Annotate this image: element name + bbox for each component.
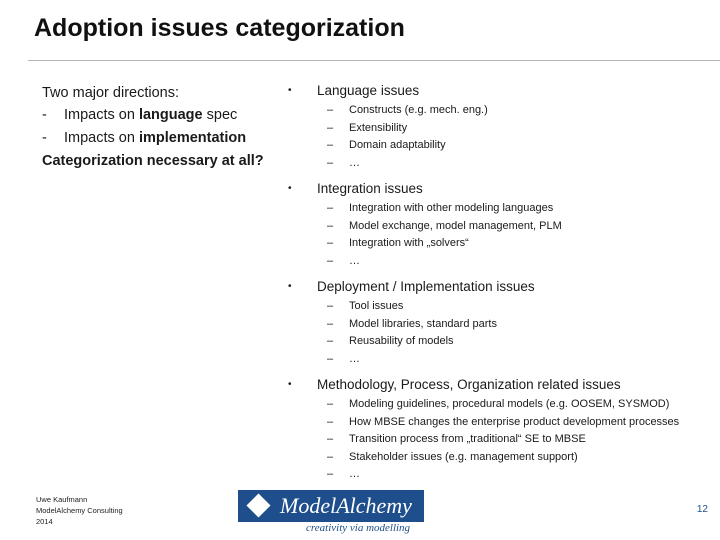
list-item: [285, 449, 705, 467]
bullet-icon: •: [288, 183, 292, 194]
category-label: Language issues: [317, 83, 420, 98]
logo-wordmark: ModelAlchemy: [280, 493, 412, 518]
dash-icon: –: [327, 468, 334, 480]
category-label: Integration issues: [317, 181, 423, 196]
list-item-text: Model exchange, model management, PLM: [349, 219, 562, 232]
direction-prefix: Impacts on: [64, 130, 139, 146]
intro-text: Two major directions:: [42, 85, 179, 101]
list-item: [285, 466, 705, 484]
category-label: Methodology, Process, Organization related issues: [317, 377, 621, 392]
category-heading: [285, 178, 705, 200]
direction-keyword: implementation: [138, 130, 247, 146]
list-item-text: …: [349, 254, 360, 267]
direction-item: [42, 104, 282, 127]
question-text: Categorization necessary at all?: [42, 153, 264, 169]
category-heading: [285, 276, 705, 298]
direction-item: [42, 127, 282, 150]
footer-year: 2014: [36, 517, 53, 526]
list-item: [285, 155, 705, 173]
bullet-icon: •: [288, 281, 292, 292]
dash-icon: –: [327, 254, 334, 267]
list-item: [285, 351, 705, 369]
dash-icon: –: [327, 237, 334, 249]
dash-icon: –: [327, 317, 334, 330]
direction-prefix: Impacts on: [64, 107, 139, 123]
list-item: [285, 200, 705, 218]
list-item-text: …: [349, 352, 360, 365]
bullet-icon: •: [288, 379, 292, 390]
list-item: [285, 431, 705, 449]
list-item: [285, 414, 705, 432]
category-language: [285, 80, 705, 172]
dash-icon: –: [327, 335, 334, 347]
direction-keyword: language: [138, 107, 203, 123]
list-item: [285, 218, 705, 236]
title-divider: [28, 60, 720, 61]
author-name: Uwe Kaufmann: [36, 495, 88, 504]
categories-list: [285, 80, 705, 490]
left-column: [42, 82, 282, 172]
category-heading: [285, 80, 705, 102]
dash-icon: –: [327, 219, 334, 232]
dash-icon: –: [327, 300, 334, 312]
direction-suffix: spec: [202, 107, 238, 123]
list-item-text: Model libraries, standard parts: [349, 317, 497, 330]
list-item-text: How MBSE changes the enterprise product development processes: [349, 415, 680, 428]
list-item-text: Reusability of models: [349, 335, 454, 347]
footer-author-block: [36, 494, 123, 527]
dash-icon: –: [327, 415, 334, 428]
list-item-text: Modeling guidelines, procedural models (e.g. OOSEM, SYSMOD): [349, 398, 670, 410]
modelalchemy-logo: [238, 490, 424, 534]
slide-title: Adoption issues categorization: [34, 14, 405, 42]
list-item-text: …: [349, 156, 360, 169]
list-item-text: Tool issues: [349, 300, 404, 312]
category-methodology: [285, 374, 705, 484]
list-item-text: Extensibility: [349, 121, 408, 134]
list-item-text: Integration with „solvers“: [349, 237, 469, 249]
dash-icon: –: [327, 202, 334, 214]
category-heading: [285, 374, 705, 396]
list-item: [285, 333, 705, 351]
list-item-text: Transition process from „traditional“ SE to MBSE: [349, 433, 586, 445]
direction-text: [64, 104, 237, 127]
list-item-text: Domain adaptability: [349, 139, 446, 151]
list-item-text: …: [349, 468, 360, 480]
dash-icon: –: [327, 104, 334, 116]
direction-dash: -: [42, 107, 47, 123]
list-item: [285, 298, 705, 316]
dash-icon: –: [327, 121, 334, 134]
list-item-text: Stakeholder issues (e.g. management support): [349, 450, 578, 463]
list-item-text: Integration with other modeling languages: [349, 202, 554, 214]
list-item-text: Constructs (e.g. mech. eng.): [349, 104, 488, 116]
page-number: 12: [696, 504, 708, 515]
category-deployment: [285, 276, 705, 368]
category-label: Deployment / Implementation issues: [317, 279, 535, 294]
list-item: [285, 120, 705, 138]
list-item: [285, 253, 705, 271]
category-integration: [285, 178, 705, 270]
dash-icon: –: [327, 398, 334, 410]
list-item: [285, 102, 705, 120]
list-item: [285, 137, 705, 155]
list-item: [285, 316, 705, 334]
list-item: [285, 235, 705, 253]
dash-icon: –: [327, 352, 334, 365]
dash-icon: –: [327, 450, 334, 463]
dash-icon: –: [327, 139, 334, 151]
dash-icon: –: [327, 156, 334, 169]
dash-icon: –: [327, 433, 334, 445]
bullet-icon: •: [288, 85, 292, 96]
list-item: [285, 396, 705, 414]
logo-tagline: creativity via modelling: [306, 522, 411, 534]
direction-dash: -: [42, 130, 47, 146]
direction-text: [64, 127, 246, 150]
company-name: ModelAlchemy Consulting: [36, 506, 123, 515]
